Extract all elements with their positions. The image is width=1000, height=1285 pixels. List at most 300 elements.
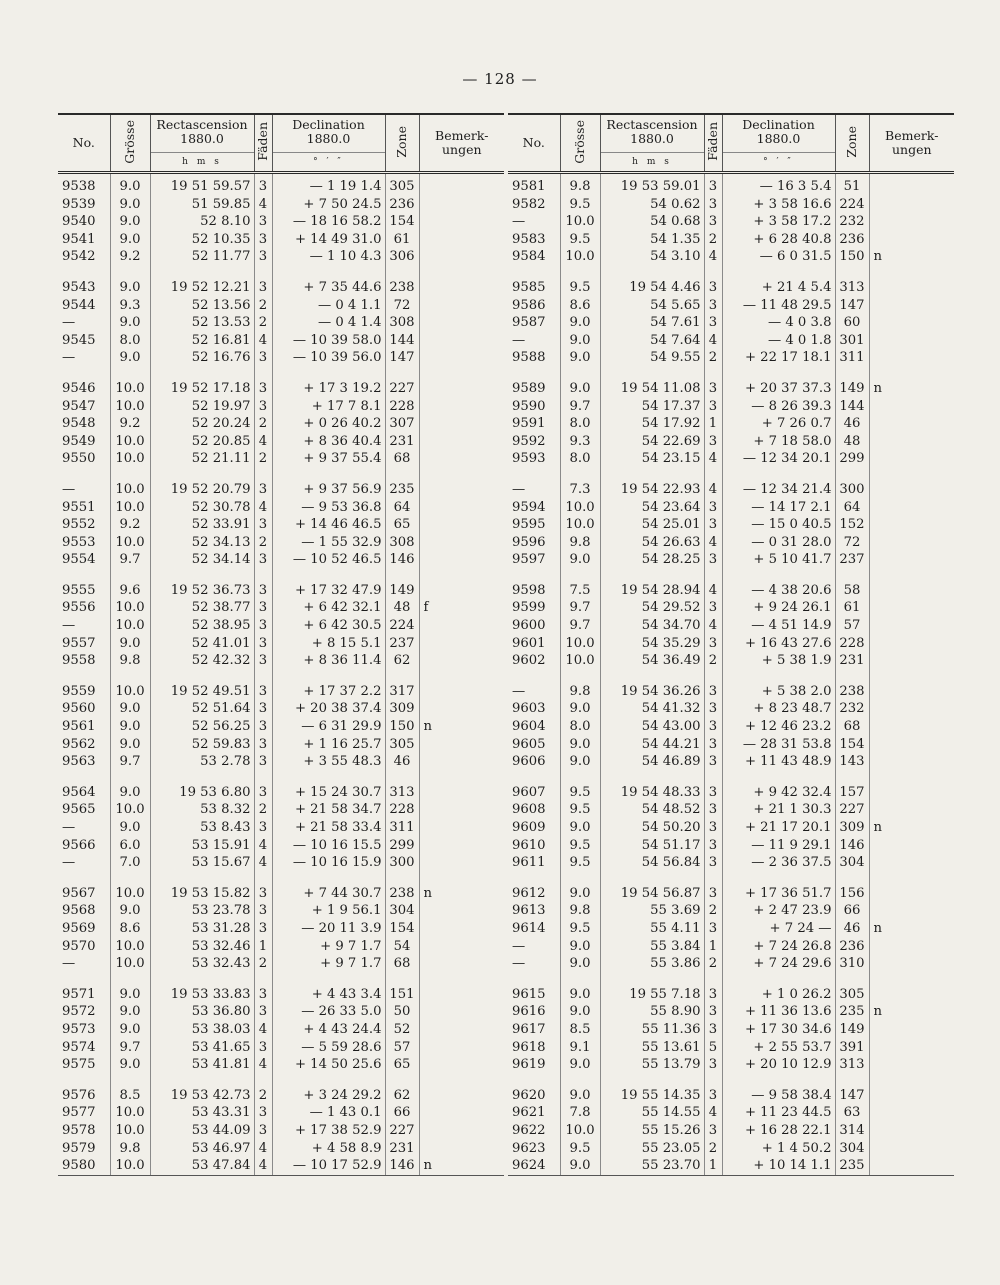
cell-zone: 64 — [835, 499, 869, 517]
table-row — [508, 279, 954, 297]
cell-rectascension: 54 0.68 — [600, 213, 704, 231]
cell-zone: 62 — [385, 652, 419, 670]
cell-number: 9553 — [62, 534, 96, 550]
cell-declination: + 9 37 56.9 — [272, 481, 385, 499]
cell-groesse: 10.0 — [110, 380, 150, 398]
cell-bemerkung: n — [869, 1003, 954, 1021]
cell-zone: 157 — [835, 784, 869, 802]
cell-bemerkung — [869, 1087, 954, 1105]
cell-faeden: 3 — [704, 753, 722, 771]
cell-groesse: 9.7 — [110, 551, 150, 569]
cell-faeden: 3 — [254, 349, 272, 367]
cell-zone: 154 — [385, 920, 419, 938]
spacer-cell — [869, 872, 954, 885]
cell-number: — — [62, 315, 76, 331]
cell-faeden: 3 — [254, 213, 272, 231]
spacer-cell — [385, 569, 419, 582]
cell-number: 9582 — [512, 196, 546, 212]
cell-declination: + 20 10 12.9 — [722, 1056, 835, 1074]
cell-bemerkung — [419, 534, 504, 552]
cell-bemerkung — [419, 1104, 504, 1122]
cell-bemerkung — [869, 938, 954, 956]
cell-zone: 154 — [835, 736, 869, 754]
cell-faeden: 3 — [254, 279, 272, 297]
cell-bemerkung — [869, 332, 954, 350]
cell-groesse: 9.6 — [110, 582, 150, 600]
table-row — [508, 736, 954, 754]
cell-declination: + 21 1 30.3 — [722, 801, 835, 819]
table-row — [58, 1140, 504, 1158]
cell-declination: — 10 52 46.5 — [272, 551, 385, 569]
cell-groesse: 9.5 — [560, 837, 600, 855]
spacer-cell — [272, 771, 385, 784]
cell-rectascension: 52 56.25 — [150, 718, 254, 736]
cell-groesse: 9.0 — [110, 986, 150, 1004]
table-row — [508, 920, 954, 938]
cell-bemerkung — [869, 753, 954, 771]
cell-bemerkung — [869, 534, 954, 552]
table-row — [508, 885, 954, 903]
group-spacer — [508, 973, 954, 986]
cell-rectascension: 19 54 28.94 — [600, 582, 704, 600]
table-row — [58, 819, 504, 837]
cell-groesse: 10.0 — [110, 1122, 150, 1140]
cell-groesse: 9.0 — [560, 736, 600, 754]
cell-bemerkung — [419, 784, 504, 802]
cell-groesse: 9.0 — [110, 231, 150, 249]
spacer-cell — [419, 367, 504, 380]
cell-zone: 61 — [385, 231, 419, 249]
cell-declination: — 2 36 37.5 — [722, 854, 835, 872]
cell-bemerkung — [869, 955, 954, 973]
table-row — [58, 801, 504, 819]
cell-bemerkung — [869, 617, 954, 635]
cell-number: — — [62, 956, 76, 972]
cell-declination: — 1 10 4.3 — [272, 248, 385, 266]
cell-groesse: 9.0 — [110, 700, 150, 718]
cell-zone: 231 — [835, 652, 869, 670]
cell-number: 9547 — [62, 398, 96, 414]
cell-bemerkung: n — [869, 248, 954, 266]
spacer-cell — [835, 1074, 869, 1087]
cell-number: 9567 — [62, 885, 96, 901]
dec-epoch: 1880.0 — [306, 130, 351, 146]
cell-number: 9557 — [62, 635, 96, 651]
cell-zone: 154 — [385, 213, 419, 231]
spacer-cell — [272, 266, 385, 279]
cell-faeden: 3 — [254, 683, 272, 701]
cell-rectascension: 54 41.32 — [600, 700, 704, 718]
table-row — [508, 718, 954, 736]
cell-zone: 65 — [385, 1056, 419, 1074]
cell-rectascension: 54 3.10 — [600, 248, 704, 266]
cell-faeden: 3 — [254, 398, 272, 416]
cell-zone: 235 — [385, 481, 419, 499]
spacer-cell — [835, 872, 869, 885]
cell-groesse: 9.5 — [560, 279, 600, 297]
table-row — [508, 582, 954, 600]
cell-declination: + 2 47 23.9 — [722, 902, 835, 920]
cell-zone: 304 — [385, 902, 419, 920]
cell-groesse: 10.0 — [110, 617, 150, 635]
cell-rectascension: 54 25.01 — [600, 516, 704, 534]
table-row — [508, 902, 954, 920]
cell-declination: — 10 39 58.0 — [272, 332, 385, 350]
table-row — [508, 231, 954, 249]
cell-faeden: 2 — [704, 652, 722, 670]
cell-number: 9624 — [508, 1157, 560, 1175]
cell-faeden: 4 — [254, 1140, 272, 1158]
spacer-cell — [272, 569, 385, 582]
table-row — [508, 1122, 954, 1140]
table-row — [58, 314, 504, 332]
cell-number: 9603 — [512, 701, 546, 717]
cell-zone: 54 — [385, 938, 419, 956]
cell-zone: 147 — [835, 297, 869, 315]
cell-rectascension: 52 16.76 — [150, 349, 254, 367]
cell-faeden: 4 — [704, 582, 722, 600]
cell-groesse: 9.0 — [110, 1056, 150, 1074]
table-row — [58, 433, 504, 451]
dec-units: ° ′ ″ — [723, 152, 835, 169]
cell-faeden: 3 — [704, 196, 722, 214]
cell-bemerkung — [419, 332, 504, 350]
cell-faeden: 1 — [704, 938, 722, 956]
cell-number: 9549 — [62, 433, 96, 449]
cell-rectascension: 19 54 36.26 — [600, 683, 704, 701]
cell-zone: 308 — [385, 534, 419, 552]
cell-declination: + 3 24 29.2 — [272, 1087, 385, 1105]
cell-faeden: 3 — [254, 231, 272, 249]
cell-declination: + 17 37 2.2 — [272, 683, 385, 701]
cell-zone: 57 — [835, 617, 869, 635]
cell-bemerkung — [419, 415, 504, 433]
spacer-cell — [110, 367, 150, 380]
table-row — [508, 516, 954, 534]
cell-faeden: 2 — [254, 297, 272, 315]
cell-declination: + 9 42 32.4 — [722, 784, 835, 802]
table-row — [508, 499, 954, 517]
cell-faeden: 3 — [704, 736, 722, 754]
cell-rectascension: 52 10.35 — [150, 231, 254, 249]
table-row — [58, 380, 504, 398]
cell-number: 9585 — [512, 279, 546, 295]
cell-zone: 62 — [385, 1087, 419, 1105]
cell-bemerkung — [869, 481, 954, 499]
cell-groesse: 10.0 — [110, 433, 150, 451]
cell-zone: 58 — [835, 582, 869, 600]
cell-bemerkung — [869, 398, 954, 416]
cell-declination: + 17 30 34.6 — [722, 1021, 835, 1039]
cell-bemerkung — [869, 1140, 954, 1158]
table-row — [508, 837, 954, 855]
cell-faeden: 2 — [254, 955, 272, 973]
cell-groesse: 8.0 — [560, 415, 600, 433]
cell-bemerkung: n — [419, 1157, 504, 1175]
cell-declination: — 12 34 21.4 — [722, 481, 835, 499]
cell-number: 9597 — [512, 552, 546, 568]
cell-zone: 237 — [835, 551, 869, 569]
cell-number: 9599 — [512, 600, 546, 616]
table-row — [58, 231, 504, 249]
spacer-cell — [272, 468, 385, 481]
cell-bemerkung — [869, 314, 954, 332]
cell-faeden: 4 — [254, 332, 272, 350]
spacer-cell — [272, 670, 385, 683]
cell-groesse: 9.7 — [560, 617, 600, 635]
cell-declination: + 4 43 3.4 — [272, 986, 385, 1004]
cell-declination: + 16 43 27.6 — [722, 635, 835, 653]
cell-zone: 150 — [385, 718, 419, 736]
cell-zone: 309 — [385, 700, 419, 718]
cell-faeden: 4 — [254, 837, 272, 855]
cell-faeden: 3 — [704, 683, 722, 701]
cell-declination: + 3 58 16.6 — [722, 196, 835, 214]
cell-faeden: 3 — [704, 499, 722, 517]
cell-declination: — 12 34 20.1 — [722, 450, 835, 468]
cell-number: 9584 — [512, 249, 546, 265]
table-row — [508, 1003, 954, 1021]
cell-rectascension: 52 59.83 — [150, 736, 254, 754]
cell-number: 9588 — [512, 350, 546, 366]
cell-rectascension: 19 54 56.87 — [600, 885, 704, 903]
cell-number: 9614 — [512, 920, 546, 936]
table-row — [508, 332, 954, 350]
spacer-cell — [560, 1074, 600, 1087]
cell-number: 9602 — [512, 653, 546, 669]
cell-rectascension: 19 52 20.79 — [150, 481, 254, 499]
spacer-cell — [385, 771, 419, 784]
spacer-cell — [704, 973, 722, 986]
group-spacer — [58, 973, 504, 986]
cell-faeden: 4 — [704, 534, 722, 552]
table-body-left — [58, 173, 504, 1176]
table-row — [58, 854, 504, 872]
cell-rectascension: 54 50.20 — [600, 819, 704, 837]
cell-rectascension: 53 41.65 — [150, 1039, 254, 1057]
col-header-ra — [150, 114, 254, 173]
group-spacer — [58, 569, 504, 582]
cell-rectascension: 52 38.77 — [150, 599, 254, 617]
spacer-cell — [58, 771, 110, 784]
cell-rectascension: 54 1.35 — [600, 231, 704, 249]
cell-number: 9543 — [62, 279, 96, 295]
spacer-cell — [419, 771, 504, 784]
cell-number: — — [512, 332, 526, 348]
cell-number: 9594 — [512, 499, 546, 515]
cell-declination: + 7 44 30.7 — [272, 885, 385, 903]
cell-groesse: 9.0 — [560, 1003, 600, 1021]
cell-bemerkung — [419, 248, 504, 266]
cell-bemerkung — [869, 297, 954, 315]
table-row — [58, 450, 504, 468]
spacer-cell — [835, 670, 869, 683]
cell-rectascension: 54 46.89 — [600, 753, 704, 771]
cell-groesse: 9.0 — [110, 902, 150, 920]
cell-declination: — 10 39 56.0 — [272, 349, 385, 367]
cell-bemerkung — [419, 700, 504, 718]
cell-faeden: 3 — [704, 635, 722, 653]
spacer-cell — [419, 1074, 504, 1087]
spacer-cell — [508, 771, 560, 784]
cell-zone: 224 — [835, 196, 869, 214]
table-row — [508, 1140, 954, 1158]
cell-groesse: 10.0 — [560, 635, 600, 653]
cell-zone: 314 — [835, 1122, 869, 1140]
cell-groesse: 9.0 — [560, 1087, 600, 1105]
cell-rectascension: 55 3.86 — [600, 955, 704, 973]
cell-declination: — 28 31 53.8 — [722, 736, 835, 754]
cell-faeden: 4 — [254, 1056, 272, 1074]
cell-faeden: 3 — [254, 700, 272, 718]
cell-faeden: 4 — [254, 854, 272, 872]
cell-number: 9579 — [62, 1140, 96, 1156]
spacer-cell — [254, 569, 272, 582]
cell-rectascension: 19 54 48.33 — [600, 784, 704, 802]
cell-bemerkung — [419, 349, 504, 367]
cell-rectascension: 52 34.14 — [150, 551, 254, 569]
table-row — [508, 1087, 954, 1105]
cell-groesse: 9.0 — [110, 1003, 150, 1021]
cell-zone: 63 — [835, 1104, 869, 1122]
cell-number: 9548 — [62, 416, 96, 432]
table-row — [508, 801, 954, 819]
cell-faeden: 3 — [704, 213, 722, 231]
cell-bemerkung — [419, 551, 504, 569]
cell-number: 9565 — [62, 802, 96, 818]
cell-declination: + 14 50 25.6 — [272, 1056, 385, 1074]
cell-faeden: 3 — [254, 1039, 272, 1057]
spacer-cell — [722, 872, 835, 885]
cell-rectascension: 55 13.61 — [600, 1039, 704, 1057]
cell-declination: — 4 0 1.8 — [722, 332, 835, 350]
cell-declination: — 10 16 15.9 — [272, 854, 385, 872]
cell-bemerkung — [419, 1087, 504, 1105]
cell-faeden: 3 — [254, 380, 272, 398]
spacer-cell — [58, 569, 110, 582]
table-row — [58, 213, 504, 231]
table-row — [58, 551, 504, 569]
cell-groesse: 9.0 — [560, 938, 600, 956]
table-row — [58, 599, 504, 617]
cell-declination: + 8 36 11.4 — [272, 652, 385, 670]
dec-title: Declination — [742, 116, 815, 132]
cell-declination: + 17 7 8.1 — [272, 398, 385, 416]
cell-rectascension: 52 13.56 — [150, 297, 254, 315]
spacer-cell — [704, 771, 722, 784]
cell-groesse: 9.0 — [560, 1157, 600, 1175]
cell-bemerkung — [419, 450, 504, 468]
cell-bemerkung — [419, 1003, 504, 1021]
spacer-cell — [150, 367, 254, 380]
cell-zone: 309 — [835, 819, 869, 837]
cell-groesse: 9.0 — [110, 173, 150, 196]
spacer-cell — [869, 266, 954, 279]
catalogue-table-left — [58, 113, 504, 1176]
cell-groesse: 9.0 — [560, 332, 600, 350]
cell-faeden: 4 — [704, 1104, 722, 1122]
cell-faeden: 3 — [704, 854, 722, 872]
cell-declination: + 1 16 25.7 — [272, 736, 385, 754]
cell-rectascension: 53 36.80 — [150, 1003, 254, 1021]
cell-zone: 146 — [385, 1157, 419, 1175]
table-row — [58, 297, 504, 315]
cell-zone: 57 — [385, 1039, 419, 1057]
spacer-cell — [150, 468, 254, 481]
cell-faeden: 2 — [704, 1140, 722, 1158]
cell-bemerkung — [869, 854, 954, 872]
cell-rectascension: 54 17.37 — [600, 398, 704, 416]
cell-rectascension: 53 23.78 — [150, 902, 254, 920]
spacer-cell — [722, 973, 835, 986]
spacer-cell — [508, 367, 560, 380]
cell-bemerkung — [869, 499, 954, 517]
spacer-cell — [110, 1074, 150, 1087]
cell-declination: + 1 9 56.1 — [272, 902, 385, 920]
cell-declination: — 16 3 5.4 — [722, 173, 835, 196]
spacer-cell — [508, 973, 560, 986]
cell-faeden: 3 — [704, 599, 722, 617]
group-spacer — [58, 872, 504, 885]
cell-zone: 149 — [835, 1021, 869, 1039]
cell-groesse: 9.5 — [560, 784, 600, 802]
cell-bemerkung — [869, 885, 954, 903]
cell-rectascension: 53 8.43 — [150, 819, 254, 837]
cell-declination: — 10 17 52.9 — [272, 1157, 385, 1175]
cell-declination: — 10 16 15.5 — [272, 837, 385, 855]
dec-epoch: 1880.0 — [756, 130, 801, 146]
cell-number: — — [62, 481, 76, 497]
spacer-cell — [560, 973, 600, 986]
table-row — [508, 1104, 954, 1122]
cell-faeden: 3 — [704, 986, 722, 1004]
spacer-cell — [704, 367, 722, 380]
spacer-cell — [110, 670, 150, 683]
spacer-cell — [600, 468, 704, 481]
cell-bemerkung — [419, 380, 504, 398]
cell-number: 9562 — [62, 736, 96, 752]
cell-rectascension: 52 51.64 — [150, 700, 254, 718]
spacer-cell — [385, 1074, 419, 1087]
spacer-cell — [869, 569, 954, 582]
cell-declination: — 4 51 14.9 — [722, 617, 835, 635]
cell-bemerkung — [419, 481, 504, 499]
cell-rectascension: 19 51 59.57 — [150, 173, 254, 196]
spacer-cell — [704, 872, 722, 885]
cell-bemerkung — [869, 635, 954, 653]
cell-rectascension: 19 53 6.80 — [150, 784, 254, 802]
cell-zone: 235 — [835, 1003, 869, 1021]
cell-zone: 227 — [385, 380, 419, 398]
dec-units: ° ′ ″ — [273, 152, 385, 169]
spacer-cell — [560, 367, 600, 380]
cell-number: 9538 — [62, 179, 96, 194]
table-row — [508, 450, 954, 468]
cell-declination: — 1 55 32.9 — [272, 534, 385, 552]
cell-zone: 228 — [385, 801, 419, 819]
group-spacer — [508, 872, 954, 885]
cell-bemerkung — [419, 837, 504, 855]
table-row — [508, 433, 954, 451]
cell-number: — — [62, 350, 76, 366]
cell-bemerkung — [869, 1021, 954, 1039]
cell-bemerkung — [869, 433, 954, 451]
cell-groesse: 9.0 — [560, 986, 600, 1004]
spacer-cell — [150, 266, 254, 279]
ra-units: h m s — [601, 152, 704, 169]
table-row — [58, 1122, 504, 1140]
cell-number: 9560 — [62, 701, 96, 717]
